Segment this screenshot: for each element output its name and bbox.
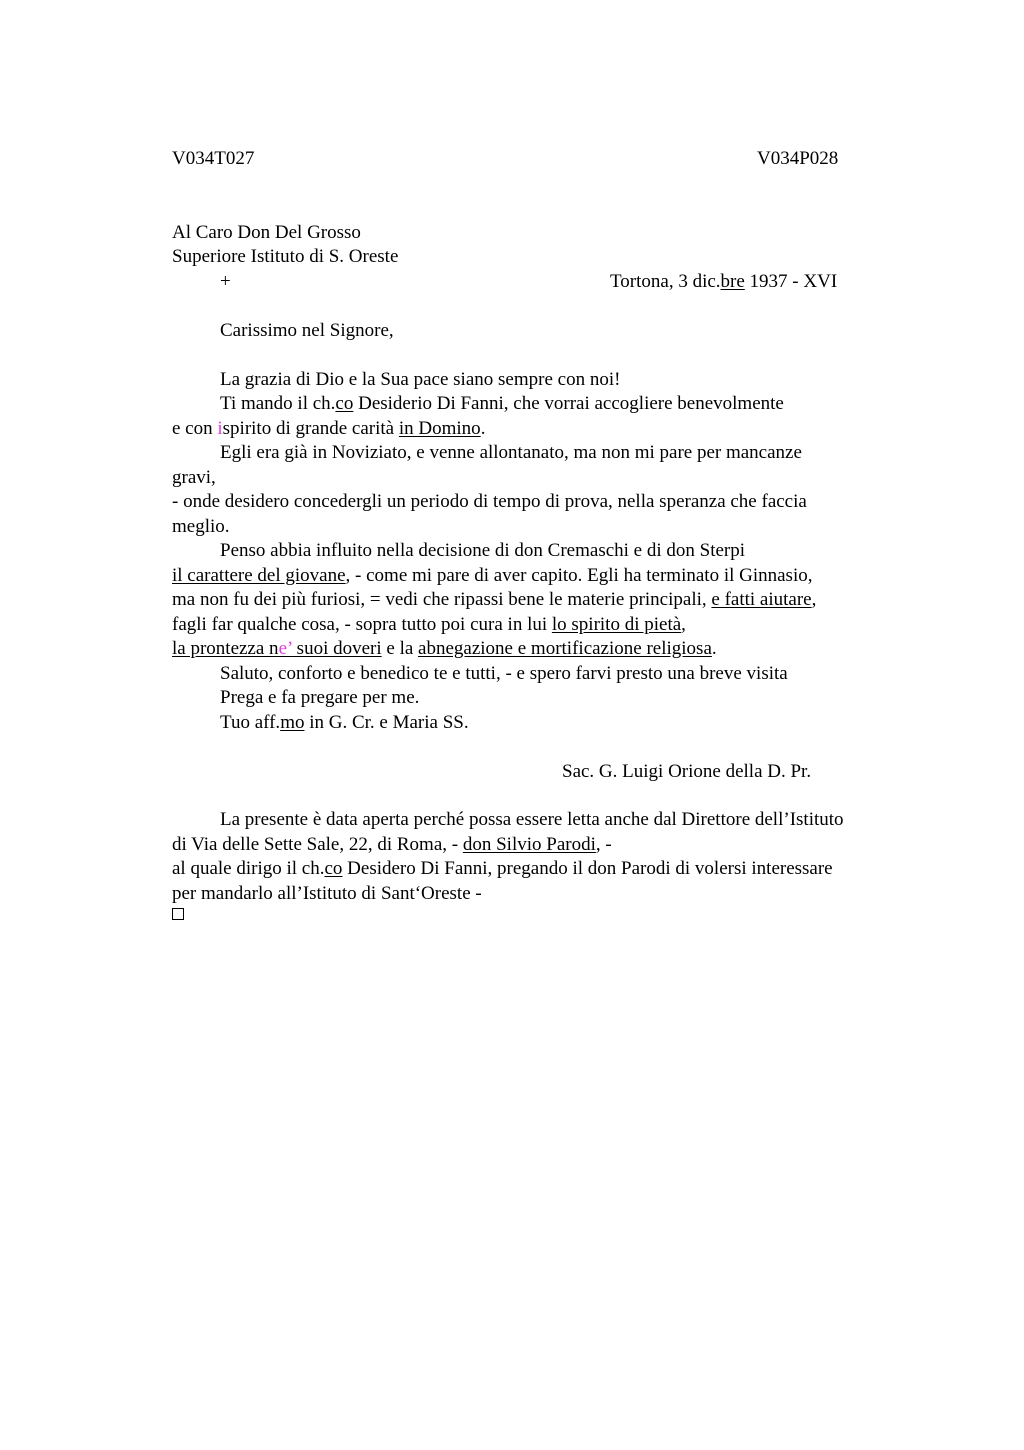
body-line: - onde desidero concedergli un periodo di tempo di prova, nella speranza che faccia [172, 491, 807, 512]
body-line: fagli far qualche cosa, - sopra tutto poi cura in lui lo spirito di pietà, [172, 614, 686, 635]
document-code-left: V034T027 [172, 148, 255, 169]
addressee-line: Al Caro Don Del Grosso [172, 222, 361, 243]
body-line: la prontezza ne’ suoi doveri e la abnegazione e mortificazione religiosa. [172, 638, 717, 659]
body-line: Egli era già in Noviziato, e venne allontanato, ma non mi pare per mancanze [220, 442, 802, 463]
body-line: La grazia di Dio e la Sua pace siano sempre con noi! [220, 369, 621, 390]
body-line: gravi, [172, 467, 216, 488]
body-line: ma non fu dei più furiosi, = vedi che ripassi bene le materie principali, e fatti aiutare, [172, 589, 817, 610]
salutation: Carissimo nel Signore, [220, 320, 394, 341]
body-line: Penso abbia influito nella decisione di don Cremaschi e di don Sterpi [220, 540, 746, 561]
postscript-line: al quale dirigo il ch.co Desidero Di Fanni, pregando il don Parodi di volersi interessare [172, 858, 833, 879]
closing-line: Tuo aff.mo in G. Cr. e Maria SS. [220, 712, 469, 733]
end-box-glyph [172, 908, 184, 920]
body-line: meglio. [172, 516, 230, 537]
body-line: Saluto, conforto e benedico te e tutti, - e spero farvi presto una breve visita [220, 663, 788, 684]
postscript-line: La presente è data aperta perché possa essere letta anche dal Direttore dell’Istituto [220, 809, 844, 830]
body-line: il carattere del giovane, - come mi pare di aver capito. Egli ha terminato il Ginnasio, [172, 565, 813, 586]
signature: Sac. G. Luigi Orione della D. Pr. [562, 761, 812, 782]
body-line: Prega e fa pregare per me. [220, 687, 420, 708]
postscript-line: per mandarlo all’Istituto di Sant‘Oreste - [172, 883, 482, 904]
body-line: e con ispirito di grande carità in Domino. [172, 418, 486, 439]
cross-mark: + [220, 271, 231, 292]
addressee-institute: Superiore Istituto di S. Oreste [172, 246, 399, 267]
letter-date: Tortona, 3 dic.bre 1937 - XVI [610, 271, 838, 292]
document-code-right: V034P028 [757, 148, 839, 169]
body-line: Ti mando il ch.co Desiderio Di Fanni, che vorrai accogliere benevolmente [220, 393, 784, 414]
postscript-line: di Via delle Sette Sale, 22, di Roma, - don Silvio Parodi, - [172, 834, 612, 855]
